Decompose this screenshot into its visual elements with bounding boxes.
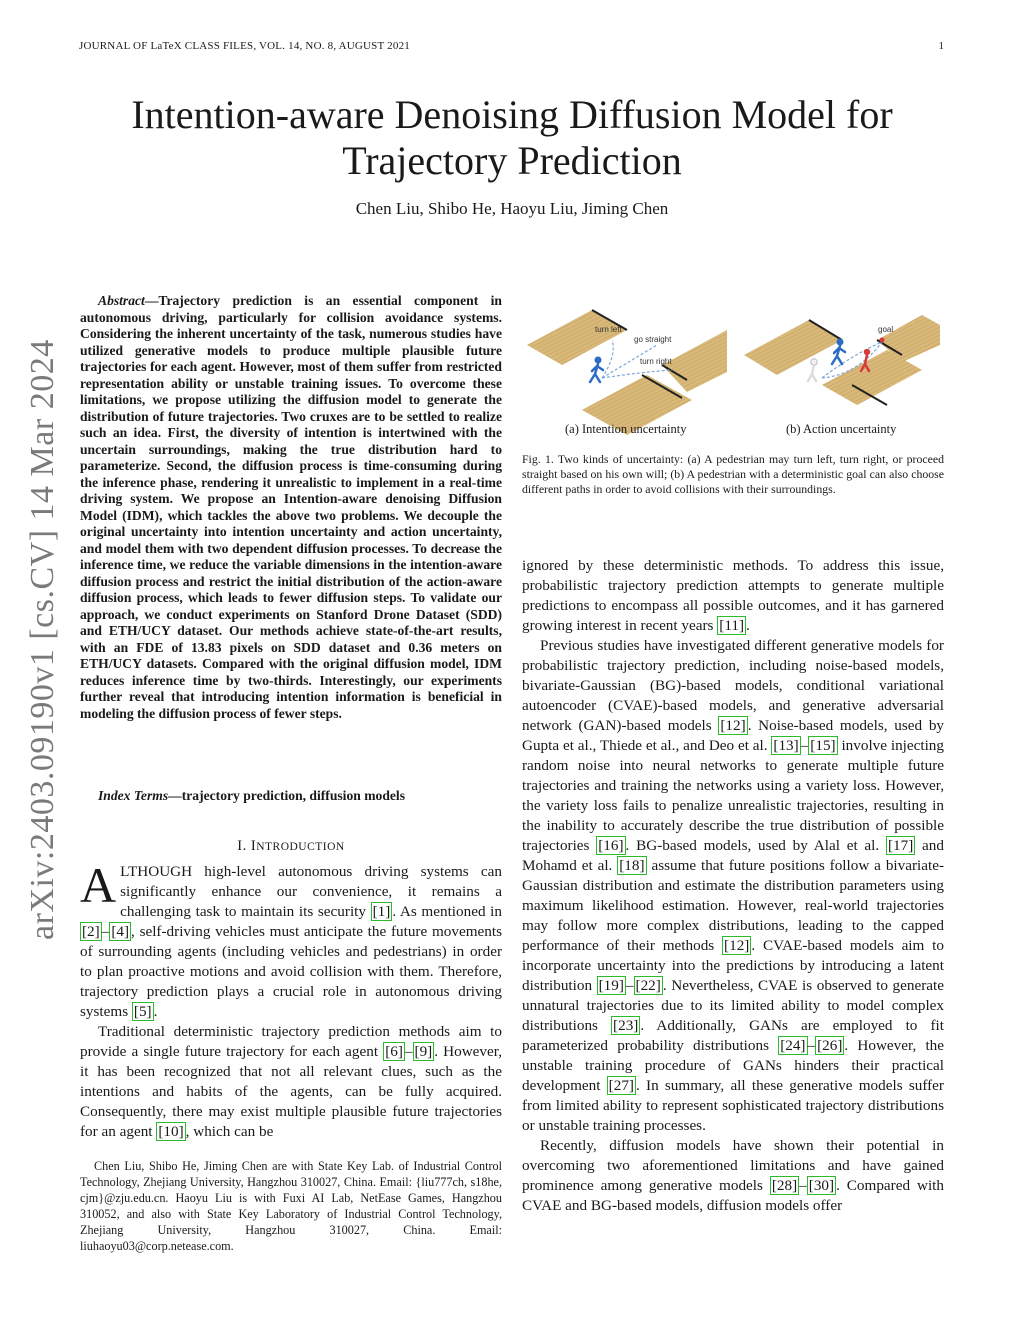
body-text: and Mohamd et al. bbox=[522, 837, 944, 874]
index-terms bbox=[80, 788, 502, 804]
citation-link[interactable]: [24] bbox=[780, 1037, 806, 1054]
citation-link[interactable]: [19] bbox=[598, 977, 624, 994]
citation-link[interactable]: [18] bbox=[619, 857, 645, 874]
intro-text: . As mentioned in bbox=[392, 903, 502, 920]
figure-1-illustration bbox=[522, 300, 944, 440]
citation-link[interactable]: [16] bbox=[598, 837, 624, 854]
body-text: – bbox=[799, 1177, 807, 1194]
index-terms-text: —trajectory prediction, diffusion models bbox=[168, 788, 405, 803]
citation-link[interactable]: [5] bbox=[133, 1003, 152, 1020]
right-paragraph-2 bbox=[522, 636, 944, 1136]
citation-link[interactable]: [13] bbox=[773, 737, 799, 754]
panel-b-scene bbox=[744, 315, 940, 405]
body-text: . In summary, all these generative models suffer from limited ability to represent sophisticated trajectory distributions or unstable training processes. bbox=[522, 1077, 944, 1134]
body-text: . However, the unstable training procedure of GANs hinders their practical development bbox=[522, 1037, 945, 1094]
figure-caption: Fig. 1. Two kinds of uncertainty: (a) A pedestrian may turn left, turn right, or proceed straight based on his own will; (b) A pedestrian with a deterministic goal can also choose different paths in order to avoid collisions with their surroundings. bbox=[522, 452, 944, 496]
body-text: . BG-based models, used by Alal et al. bbox=[625, 837, 886, 854]
abstract bbox=[80, 293, 502, 722]
citation-link[interactable]: [12] bbox=[724, 937, 750, 954]
citation-link[interactable]: [28] bbox=[771, 1177, 798, 1194]
panel-a-scene bbox=[527, 310, 727, 435]
intro-text: Traditional deterministic trajectory prediction methods aim to provide a single future trajectory for each agent bbox=[80, 1023, 502, 1060]
obstacle-pedestrian-icon bbox=[808, 359, 817, 381]
page-number: 1 bbox=[938, 40, 944, 52]
right-paragraph-3 bbox=[522, 1136, 944, 1216]
paper-title bbox=[80, 92, 944, 184]
intro-text: – bbox=[404, 1043, 413, 1060]
introduction-body bbox=[80, 857, 502, 1142]
body-text: Recently, diffusion models have shown their potential in overcoming two aforementioned limitations and have gained prominence among generative models bbox=[522, 1137, 944, 1194]
footnote-text: Chen Liu, Shibo He, Jiming Chen are with State Key Lab. of Industrial Control Technology, Zhejiang University, Hangzhou 310027, China. Email: {liu777ch, s18he, cjm}@zju.edu.cn. Haoyu Liu is with Fuxi AI Lab, NetEase Games, Hangzhou 310052, and also with State Key Laboratory of Industrial Control Technology, Zhejiang University, Hangzhou 310027, China. Email: liuhaoyu03@corp.netease.com. bbox=[80, 1159, 502, 1253]
turn-right-label: turn right bbox=[640, 357, 672, 366]
subcaption-b: (b) Action uncertainty bbox=[786, 422, 897, 436]
paper-title-line-1: Intention-aware Denoising Diffusion Model for bbox=[131, 92, 893, 137]
intro-text: – bbox=[101, 923, 110, 940]
citation-link[interactable]: [23] bbox=[613, 1017, 639, 1034]
goal-label: goal bbox=[878, 325, 894, 334]
body-text: Previous studies have investigated different generative models for probabilistic trajectory prediction, including noise-based models, bivariate-Gaussian (BG)-based models, conditional variational autoencoder (CVAE)-based models, and generative adversarial network (GAN)-based models bbox=[522, 637, 944, 734]
citation-link[interactable]: [22] bbox=[635, 977, 661, 994]
abstract-label: Abstract bbox=[98, 293, 145, 308]
body-text: . Additionally, GANs are employed to fit parameterized probability distributions bbox=[522, 1017, 944, 1054]
body-text: ignored by these deterministic methods. To address this issue, probabilistic trajectory prediction attempts to generate multiple predictions to encompass all possible outcomes, and it has garnered growing interest in recent years bbox=[522, 557, 944, 634]
body-text: . Nevertheless, CVAE is observed to generate unnatural trajectories due to its limited ability to model complex distributions bbox=[522, 977, 944, 1034]
citation-link[interactable]: [9] bbox=[414, 1043, 433, 1060]
body-text: – bbox=[807, 1037, 816, 1054]
section-title-rest: NTRODUCTION bbox=[256, 841, 345, 853]
pedestrian-icon bbox=[590, 357, 603, 383]
abstract-text: —Trajectory prediction is an essential component in autonomous driving, particularly for collision avoidance systems. Considering the inherent uncertainty of the task, numerous studies have utilized generative models to produce multiple plausible future trajectories for each agent. However, most of them suffer from restricted representation ability or unstable training issues. To overcome these limitations, we propose utilizing the diffusion model to generate the distribution of future trajectories. Two cruxes are to be settled to realize such an idea. First, the diversity of intention is intertwined with the uncertain surroundings, making the true distribution hard to parameterize. Second, the diffusion process is time-consuming during the inference phase, rendering it unrealistic to implement in a real-time driving system. We propose an Intention-aware denoising Diffusion Model (IDM), which tackles the above two problems. We decouple the original uncertainty into intention uncertainty and action uncertainty, and model them with two dependent diffusion processes. To decrease the inference time, we reduce the variable dimensions in the intention-aware diffusion process and restrict the initial distribution of the action-aware diffusion process, which leads to fewer diffusion steps. To validate our approach, we conduct experiments on Stanford Drone Dataset (SDD) and ETH/UCY dataset. Our methods achieve state-of-the-art results, with an FDE of 13.83 pixels on SDD dataset and 0.36 meters on ETH/UCY datasets. Compared with the original diffusion model, IDM reduces inference time by two-thirds. Interestingly, our experiments further reveal that introducing intention information is beneficial in modeling the diffusion process of fewer steps. bbox=[80, 293, 502, 721]
body-text: – bbox=[625, 977, 634, 994]
citation-link[interactable]: [12] bbox=[720, 717, 746, 734]
right-paragraph-1 bbox=[522, 556, 944, 636]
running-header: JOURNAL OF LaTeX CLASS FILES, VOL. 14, NO. 8, AUGUST 2021 bbox=[79, 40, 410, 52]
paper-title-line-2: Trajectory Prediction bbox=[342, 138, 682, 183]
citation-link[interactable]: [30] bbox=[808, 1177, 835, 1194]
intro-text: , self-driving vehicles must anticipate the future movements of surrounding agents (including vehicles and pedestrians) in order to plan proactive motions and avoid collision with them. Therefore, trajectory prediction plays a crucial role in autonomous driving systems bbox=[80, 923, 502, 1020]
citation-link[interactable]: [6] bbox=[385, 1043, 403, 1060]
citation-link[interactable]: [1] bbox=[372, 903, 391, 920]
citation-link[interactable]: [15] bbox=[810, 737, 836, 754]
section-heading bbox=[80, 838, 502, 855]
body-text: . Noise-based models, used by Gupta et al., Thiede et al., and Deo et al. bbox=[522, 717, 945, 754]
section-title-initial: I bbox=[250, 838, 257, 854]
intro-text: . bbox=[153, 1003, 158, 1020]
intro-paragraph-1 bbox=[80, 857, 502, 1022]
citation-link[interactable]: [17] bbox=[887, 837, 914, 854]
citation-link[interactable]: [11] bbox=[719, 617, 745, 634]
index-terms-label: Index Terms bbox=[98, 788, 169, 803]
arxiv-stamp: arXiv:2403.09190v1 [cs.CV] 14 Mar 2024 bbox=[24, 339, 61, 940]
body-text: . Compared with CVAE and BG-based models, diffusion models offer bbox=[522, 1177, 944, 1214]
intro-text: . However, it has been recognized that not all relevant clues, such as the intentions and habits of the agents, can be fully acquired. Consequently, there may exist multiple plausible future trajectories for an agent bbox=[80, 1043, 502, 1140]
subcaption-a: (a) Intention uncertainty bbox=[565, 422, 687, 436]
go-straight-label: go straight bbox=[634, 335, 672, 344]
intro-text: , which can be bbox=[185, 1123, 274, 1140]
author-list: Chen Liu, Shibo He, Haoyu Liu, Jiming Chen bbox=[355, 199, 669, 218]
right-column-body bbox=[522, 556, 944, 1216]
body-text: . CVAE-based models aim to incorporate uncertainty into the predictions by introducing a latent distribution bbox=[522, 937, 944, 994]
body-text: involve injecting random noise into neural networks to generate multiple future trajectories and training the networks using a variety loss. However, the variety loss fails to penalize unrealistic trajectories, resulting in the inability to accurately describe the true distribution of possible trajectories bbox=[522, 737, 944, 854]
intro-text: LTHOUGH high-level autonomous driving systems can significantly enhance our convenience, it remains a challenging task to maintain its security bbox=[120, 863, 502, 920]
drop-cap: A bbox=[80, 857, 117, 913]
body-text: assume that future positions follow a bivariate-Gaussian distribution and estimate the distribution parameters using maximum likelihood estimation. However, real-world trajectories may follow more complex distributions, leading to the capped performance of their methods bbox=[522, 857, 944, 954]
author-footnote bbox=[80, 1158, 502, 1254]
citation-link[interactable]: [10] bbox=[158, 1123, 184, 1140]
citation-link[interactable]: [26] bbox=[817, 1037, 843, 1054]
body-text: . bbox=[746, 617, 750, 634]
turn-left-label: turn left bbox=[595, 325, 622, 334]
body-text: – bbox=[800, 737, 809, 754]
section-number: I. bbox=[237, 838, 247, 854]
goal-marker-icon bbox=[880, 338, 885, 343]
intro-paragraph-2 bbox=[80, 1022, 502, 1142]
citation-link[interactable]: [2] bbox=[82, 923, 100, 940]
citation-link[interactable]: [4] bbox=[111, 923, 130, 940]
citation-link[interactable]: [27] bbox=[608, 1077, 634, 1094]
